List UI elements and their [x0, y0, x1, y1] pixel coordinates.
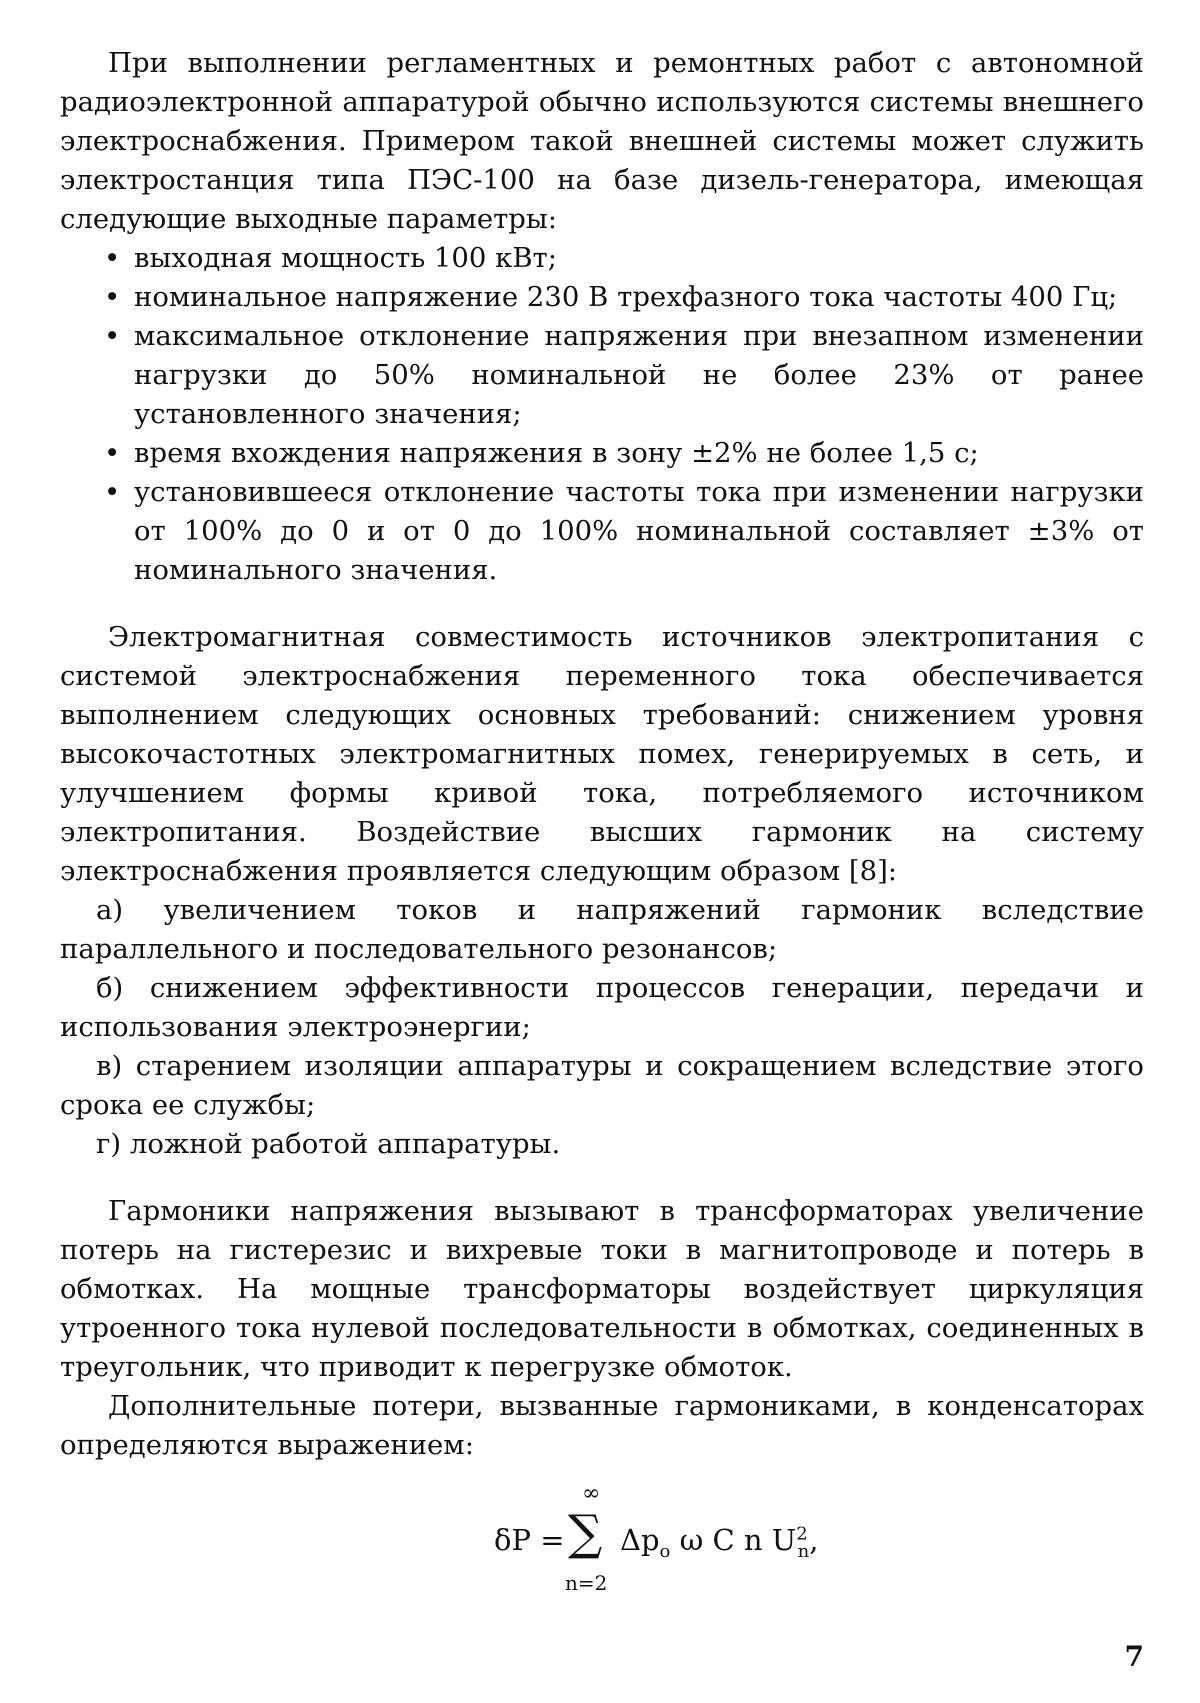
bullet-icon: • [104, 242, 121, 274]
loss-formula [60, 1481, 1144, 1611]
paragraph-emc: Электромагнитная совместимость источников электропитания с системой электроснабжения переменного тока обеспечивается выполнением следующих основных требований: снижением уровня высокочастотных электромагнитных помех, генерируемых в сеть, и улучшением формы кривой тока, потребляемого источником электропитания. Воздействие высших гармоник на систему электроснабжения проявляется следующим образом [8]: [60, 621, 1144, 887]
paragraph-intro: При выполнении регламентных и ремонтных работ с автономной радиоэлектронной аппаратурой обычно используются системы внешнего электроснабжения. Примером такой внешней системы может служить электростанция типа ПЭС-100 на базе дизель-генератора, имеющая следующие выходные параметры: [60, 47, 1144, 235]
list-item-a: а) увеличением токов и напряжений гармоник вследствие параллельного и последовательного резонансов; [60, 894, 1144, 965]
paragraph-harmonics: Гармоники напряжения вызывают в трансформаторах увеличение потерь на гистерезис и вихревые токи в магнитопроводе и потерь в обмотках. На мощные трансформаторы воздействует циркуляция утроенного тока нулевой последовательности в обмотках, соединенных в треугольник, что приводит к перегрузке обмоток. [60, 1195, 1144, 1383]
bullet-icon: • [104, 320, 121, 352]
formula-lhs: δP = [494, 1523, 565, 1557]
bullet-icon: • [104, 281, 121, 313]
list-item: • выходная мощность 100 кВт; [60, 239, 1144, 278]
parameters-list [60, 239, 1144, 590]
page-number: 7 [1124, 1640, 1144, 1673]
list-item: • максимальное отклонение напряжения при внезапном изменении нагрузки до 50% номинальной не более 23% от ранее установленного значения; [60, 317, 1144, 434]
list-item: • номинальное напряжение 230 В трехфазного тока частоты 400 Гц; [60, 278, 1144, 317]
formula-rhs: $\Delta p_o$ ω C n $U^2_n$, [620, 1523, 819, 1562]
bullet-icon: • [104, 476, 121, 508]
formula-upper-limit: ∞ [582, 1481, 601, 1506]
formula-lower-limit: n=2 [565, 1571, 608, 1595]
paragraph-capacitors: Дополнительные потери, вызванные гармониками, в конденсаторах определяются выражением: [60, 1390, 1144, 1461]
list-item-d: г) ложной работой аппаратуры. [96, 1128, 561, 1160]
list-item-b: б) снижением эффективности процессов генерации, передачи и использования электроэнергии; [60, 972, 1144, 1043]
list-item: • установившееся отклонение частоты тока при изменении нагрузки от 100% до 0 и от 0 до 100% номинальной составляет ±3% от номинального значения. [60, 473, 1144, 590]
list-item: • время вхождения напряжения в зону ±2% не более 1,5 с; [60, 434, 1144, 473]
sum-symbol: ∑ [568, 1505, 603, 1561]
list-item-c: в) старением изоляции аппаратуры и сокращением вследствие этого срока ее службы; [60, 1050, 1144, 1121]
bullet-icon: • [104, 437, 121, 469]
